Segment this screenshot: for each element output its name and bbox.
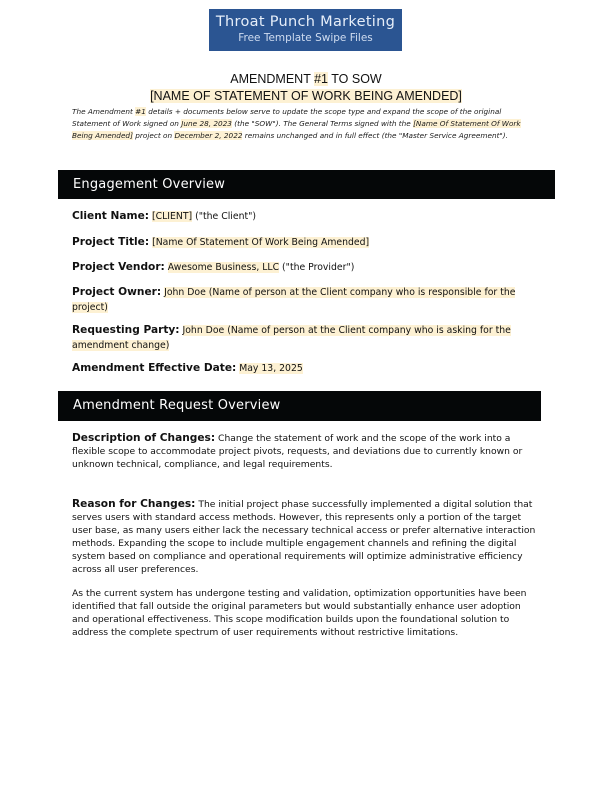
intro-text: project on [132, 131, 175, 140]
intro-project-name: [Name Of Statement Of Work Being Amended] [72, 119, 521, 140]
field-value: John Doe (Name of person at the Client company who is responsible for the project) [72, 287, 516, 313]
field-label: Project Title: [72, 236, 150, 248]
field-client-name [72, 209, 534, 224]
description-text: Change the statement of work and the scope of the work into a flexible scope to accommodate project pivots, requests, and deviations due to currently known or unknown technical, compliance, and legal requirements. [72, 433, 523, 470]
field-value: Awesome Business, LLC [167, 262, 280, 273]
section-header-amendment-request-overview [58, 391, 541, 421]
intro-msa-date: December 2, 2022 [174, 131, 243, 140]
field-value: [CLIENT] [151, 211, 193, 222]
field-value: May 13, 2025 [239, 363, 303, 374]
description-label: Description of Changes: [72, 432, 216, 444]
intro-amendment-number: #1 [135, 107, 146, 116]
field-value: John Doe (Name of person at the Client company who is asking for the amendment change) [72, 325, 511, 351]
field-requesting-party [72, 323, 534, 353]
description-of-changes [72, 432, 540, 471]
field-project-owner [72, 285, 534, 315]
logo-brand-name: Throat Punch Marketing [215, 14, 396, 30]
intro-text: details + documents below serve to update the scope type and expand the scope of the original Statement of Work signed on [72, 107, 502, 128]
intro-text: (the "SOW"). The General Terms signed with the [231, 119, 414, 128]
intro-text: The Amendment [72, 107, 136, 116]
document-title [0, 72, 612, 86]
section-heading: Engagement Overview [73, 177, 226, 192]
field-project-vendor [72, 260, 534, 275]
title-suffix: TO SOW [328, 72, 382, 86]
sow-name-placeholder: [NAME OF STATEMENT OF WORK BEING AMENDED] [150, 89, 462, 103]
field-project-title [72, 235, 534, 250]
field-suffix: ("the Client") [192, 211, 257, 222]
field-label: Amendment Effective Date: [72, 362, 237, 374]
intro-paragraph [72, 106, 534, 142]
logo-tagline: Free Template Swipe Files [238, 32, 373, 44]
reason-for-changes [72, 498, 540, 576]
intro-sow-date: June 28, 2023 [181, 119, 232, 128]
reason-label: Reason for Changes: [72, 498, 196, 510]
amendment-number: #1 [314, 72, 328, 86]
field-label: Project Owner: [72, 286, 162, 298]
document-subtitle [0, 89, 612, 103]
section-heading: Amendment Request Overview [73, 398, 281, 413]
intro-text: remains unchanged and in full effect (the "Master Service Agreement"). [242, 131, 508, 140]
field-label: Project Vendor: [72, 261, 165, 273]
section-header-engagement-overview [58, 170, 555, 199]
field-suffix: ("the Provider") [279, 262, 355, 273]
followup-paragraph: As the current system has undergone testing and validation, optimization opportunities have been identified that fall outside the original parameters but would substantially enhance user adoption and operational effectiveness. This scope modification builds upon the foundational solution to address the complete spectrum of user requirements without restrictive limitations. [72, 588, 527, 638]
field-label: Client Name: [72, 210, 149, 222]
field-value: [Name Of Statement Of Work Being Amended] [152, 237, 370, 248]
reason-text: The initial project phase successfully implemented a digital solution that serves users with standard access methods. However, this represents only a portion of the target user base, as many users either lack the necessary technical access or prefer alternative interaction methods. Expanding the scope to include multiple engagement channels and refining the digital system based on compliance and operational requirements will optimize administrative efficiency across all user preferences. [72, 499, 536, 575]
logo-banner [209, 9, 402, 51]
field-label: Requesting Party: [72, 324, 180, 336]
field-amendment-effective-date [72, 361, 534, 376]
title-prefix: AMENDMENT [230, 72, 315, 86]
